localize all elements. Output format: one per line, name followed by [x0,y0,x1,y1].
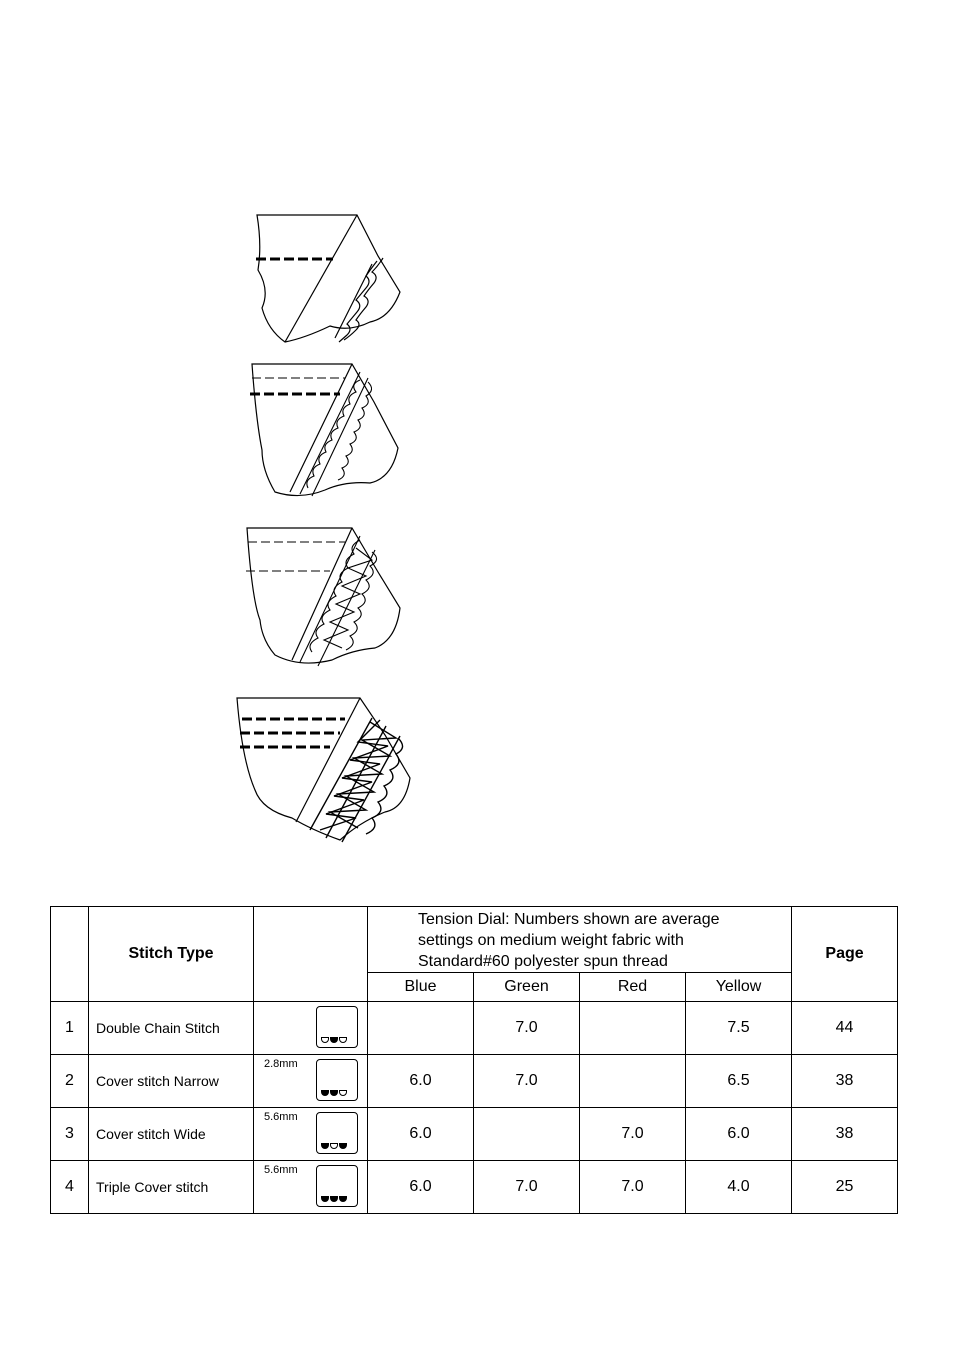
yellow-value: 7.5 [686,1002,792,1055]
blue-value: 6.0 [368,1161,474,1214]
page-value: 38 [792,1055,898,1108]
yellow-value: 4.0 [686,1161,792,1214]
red-value: 7.0 [580,1161,686,1214]
needle-position-icon [316,1059,358,1101]
stitch-name: Cover stitch Wide [89,1108,254,1161]
header-stitch-type: Stitch Type [89,907,254,1002]
header-green: Green [474,973,580,1002]
blue-value [368,1002,474,1055]
stitch-name: Triple Cover stitch [89,1161,254,1214]
needle-dot [321,1037,329,1043]
green-value [474,1108,580,1161]
needle-position-icon [316,1165,358,1207]
header-red: Red [580,973,686,1002]
table-row [51,1002,898,1055]
needle-dot [330,1196,338,1202]
needle-dot [330,1090,338,1096]
row-number: 4 [51,1161,89,1214]
needle-dot [330,1143,338,1149]
header-num-cell [51,907,89,1002]
needle-dot [321,1090,329,1096]
needle-dot [330,1037,338,1043]
header-page: Page [792,907,898,1002]
blue-value: 6.0 [368,1055,474,1108]
table-row [51,1108,898,1161]
stitch-width: 5.6mm [264,1111,298,1123]
red-value: 7.0 [580,1108,686,1161]
table-row [51,1055,898,1108]
table-header-row [51,907,898,973]
green-value: 7.0 [474,1055,580,1108]
tension-note-line3: Standard#60 polyester spun thread [418,953,668,970]
stitch-width: 5.6mm [264,1164,298,1176]
header-tension-note [368,907,792,973]
green-value: 7.0 [474,1002,580,1055]
needle-icon-cell [254,1108,368,1161]
needle-dot [339,1196,347,1202]
stitch-width: 2.8mm [264,1058,298,1070]
needle-icon-cell [254,1055,368,1108]
needle-dot [339,1143,347,1149]
table-row [51,1161,898,1214]
blue-value: 6.0 [368,1108,474,1161]
page-value: 44 [792,1002,898,1055]
needle-dot [339,1037,347,1043]
row-number: 2 [51,1055,89,1108]
page-value: 38 [792,1108,898,1161]
cover-stitch-narrow-illustration [250,364,398,496]
row-number: 3 [51,1108,89,1161]
red-value [580,1002,686,1055]
header-blue: Blue [368,973,474,1002]
needle-dot [339,1090,347,1096]
stitch-name: Double Chain Stitch [89,1002,254,1055]
yellow-value: 6.5 [686,1055,792,1108]
needle-dot [321,1196,329,1202]
needle-dot [321,1143,329,1149]
green-value: 7.0 [474,1161,580,1214]
needle-position-icon [316,1006,358,1048]
header-icon-cell [254,907,368,1002]
cover-stitch-wide-illustration [246,528,400,666]
needle-position-icon [316,1112,358,1154]
page-value: 25 [792,1161,898,1214]
header-yellow: Yellow [686,973,792,1002]
needle-icon-cell [254,1002,368,1055]
triple-cover-stitch-illustration [237,698,410,842]
tension-table [50,906,898,1214]
tension-note-line1: Tension Dial: Numbers shown are average [418,911,720,928]
row-number: 1 [51,1002,89,1055]
red-value [580,1055,686,1108]
needle-icon-cell [254,1161,368,1214]
tension-note-line2: settings on medium weight fabric with [418,932,684,949]
yellow-value: 6.0 [686,1108,792,1161]
stitch-name: Cover stitch Narrow [89,1055,254,1108]
double-chain-stitch-illustration [256,215,400,342]
